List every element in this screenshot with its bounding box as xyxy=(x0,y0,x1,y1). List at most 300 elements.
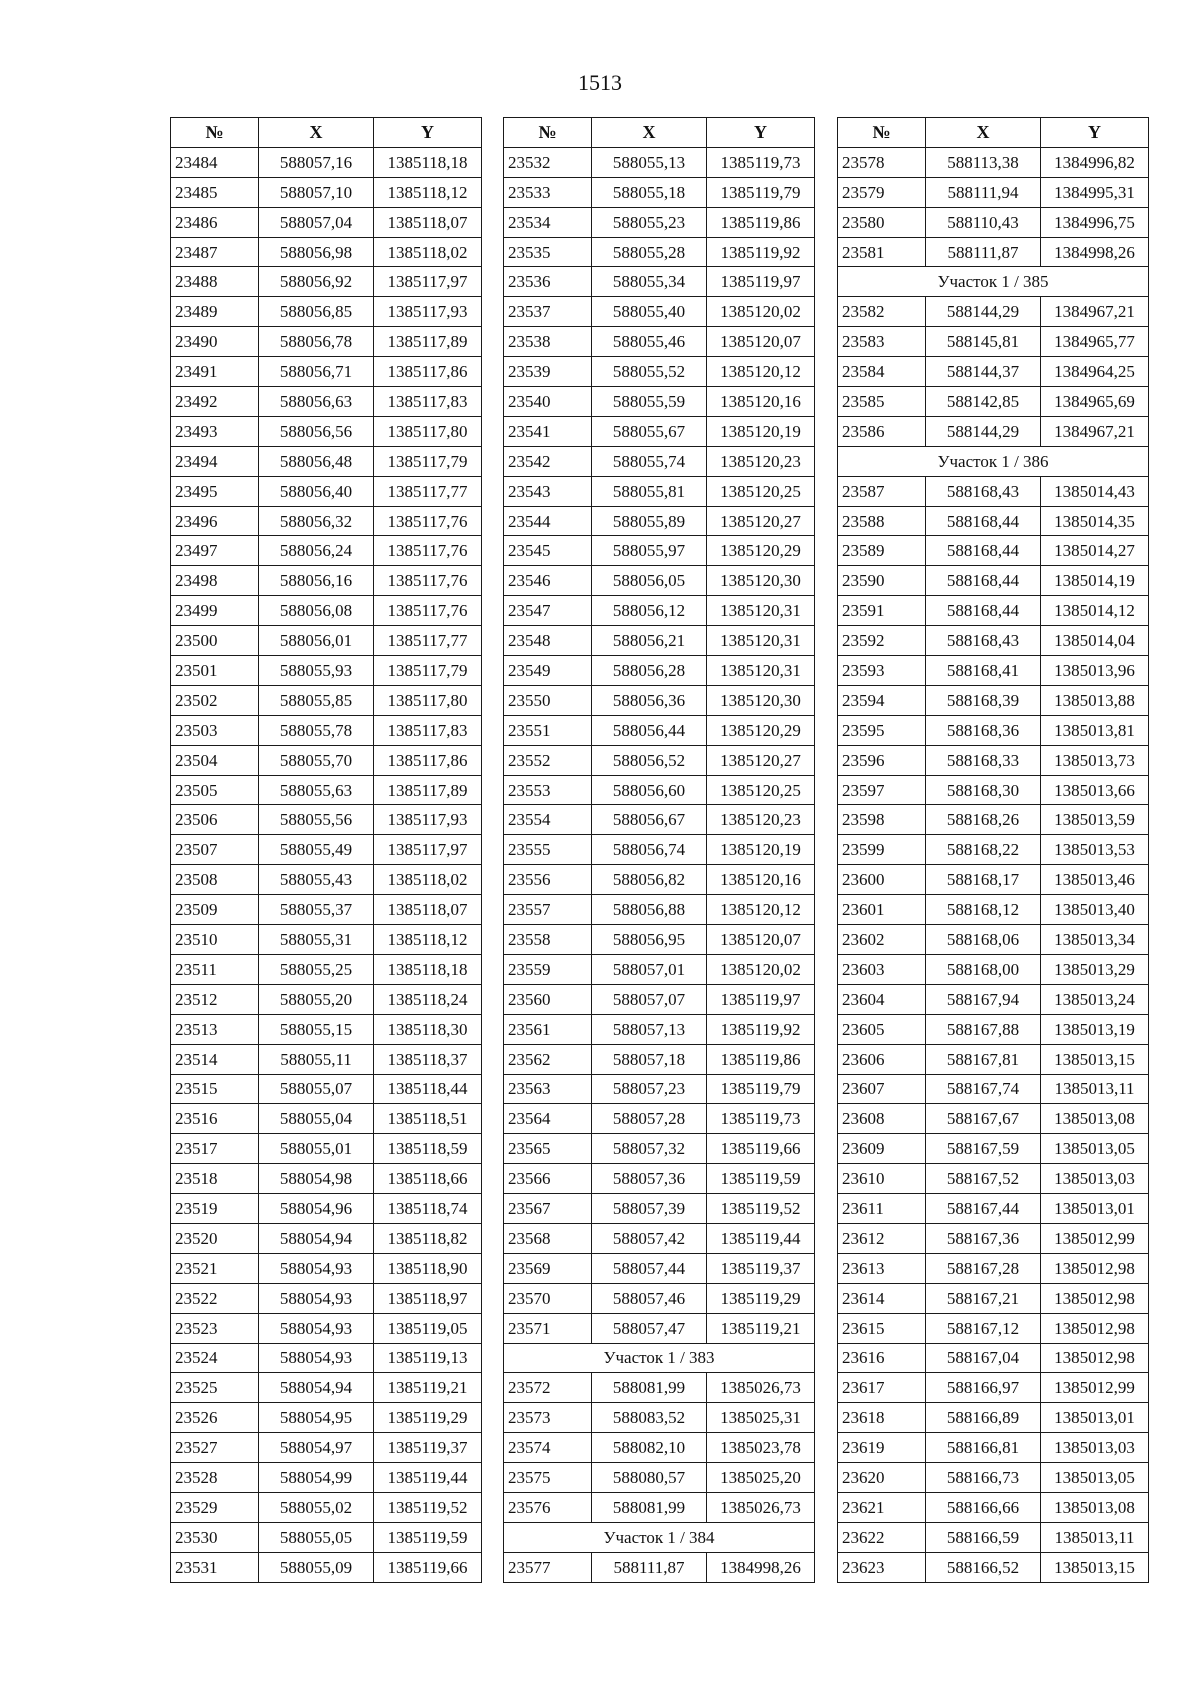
y-coordinate-cell: 1385013,05 xyxy=(1041,1134,1149,1164)
point-number-cell: 23622 xyxy=(838,1522,926,1552)
y-coordinate-cell: 1384996,75 xyxy=(1041,207,1149,237)
x-coordinate-cell: 588056,48 xyxy=(259,446,374,476)
y-coordinate-cell: 1385013,88 xyxy=(1041,685,1149,715)
x-coordinate-cell: 588168,22 xyxy=(926,835,1041,865)
table-row xyxy=(504,446,815,476)
point-number-cell: 23529 xyxy=(171,1492,259,1522)
table-row xyxy=(171,566,482,596)
x-coordinate-cell: 588055,85 xyxy=(259,685,374,715)
y-coordinate-cell: 1385118,37 xyxy=(374,1044,482,1074)
y-coordinate-cell: 1385120,30 xyxy=(707,566,815,596)
y-coordinate-cell: 1385119,21 xyxy=(374,1373,482,1403)
y-coordinate-cell: 1385118,18 xyxy=(374,954,482,984)
y-coordinate-cell: 1385119,37 xyxy=(707,1253,815,1283)
x-coordinate-cell: 588168,44 xyxy=(926,596,1041,626)
y-coordinate-cell: 1385120,07 xyxy=(707,327,815,357)
y-coordinate-cell: 1385118,82 xyxy=(374,1223,482,1253)
x-coordinate-cell: 588057,47 xyxy=(592,1313,707,1343)
table-row xyxy=(504,1044,815,1074)
table-row xyxy=(504,775,815,805)
table-row xyxy=(838,237,1149,267)
table-row xyxy=(504,327,815,357)
x-coordinate-cell: 588166,66 xyxy=(926,1492,1041,1522)
column-header-x: X xyxy=(259,118,374,148)
x-coordinate-cell: 588168,43 xyxy=(926,626,1041,656)
y-coordinate-cell: 1385013,24 xyxy=(1041,984,1149,1014)
x-coordinate-cell: 588111,87 xyxy=(592,1552,707,1582)
y-coordinate-cell: 1385119,86 xyxy=(707,207,815,237)
x-coordinate-cell: 588056,05 xyxy=(592,566,707,596)
point-number-cell: 23486 xyxy=(171,207,259,237)
y-coordinate-cell: 1385013,15 xyxy=(1041,1552,1149,1582)
y-coordinate-cell: 1385012,99 xyxy=(1041,1223,1149,1253)
point-number-cell: 23605 xyxy=(838,1014,926,1044)
point-number-cell: 23621 xyxy=(838,1492,926,1522)
table-row xyxy=(838,1463,1149,1493)
point-number-cell: 23589 xyxy=(838,536,926,566)
table-row xyxy=(504,1373,815,1403)
y-coordinate-cell: 1384965,77 xyxy=(1041,327,1149,357)
x-coordinate-cell: 588055,40 xyxy=(592,297,707,327)
table-row xyxy=(171,805,482,835)
y-coordinate-cell: 1384967,21 xyxy=(1041,297,1149,327)
x-coordinate-cell: 588166,97 xyxy=(926,1373,1041,1403)
x-coordinate-cell: 588055,09 xyxy=(259,1552,374,1582)
y-coordinate-cell: 1385117,77 xyxy=(374,476,482,506)
table-row xyxy=(171,1463,482,1493)
x-coordinate-cell: 588166,89 xyxy=(926,1403,1041,1433)
point-number-cell: 23554 xyxy=(504,805,592,835)
table-row xyxy=(171,476,482,506)
y-coordinate-cell: 1385117,89 xyxy=(374,327,482,357)
point-number-cell: 23579 xyxy=(838,177,926,207)
y-coordinate-cell: 1385118,30 xyxy=(374,1014,482,1044)
y-coordinate-cell: 1384998,26 xyxy=(707,1552,815,1582)
table-header-row xyxy=(171,118,482,148)
table-row xyxy=(504,1403,815,1433)
point-number-cell: 23599 xyxy=(838,835,926,865)
x-coordinate-cell: 588055,93 xyxy=(259,656,374,686)
point-number-cell: 23593 xyxy=(838,656,926,686)
y-coordinate-cell: 1385117,79 xyxy=(374,446,482,476)
point-number-cell: 23515 xyxy=(171,1074,259,1104)
x-coordinate-cell: 588057,10 xyxy=(259,177,374,207)
y-coordinate-cell: 1385120,25 xyxy=(707,775,815,805)
point-number-cell: 23536 xyxy=(504,267,592,297)
point-number-cell: 23490 xyxy=(171,327,259,357)
y-coordinate-cell: 1385012,98 xyxy=(1041,1313,1149,1343)
y-coordinate-cell: 1385120,31 xyxy=(707,596,815,626)
point-number-cell: 23614 xyxy=(838,1283,926,1313)
y-coordinate-cell: 1384996,82 xyxy=(1041,147,1149,177)
x-coordinate-cell: 588056,01 xyxy=(259,626,374,656)
table-row xyxy=(838,1343,1149,1373)
table-row xyxy=(838,984,1149,1014)
y-coordinate-cell: 1385119,79 xyxy=(707,177,815,207)
table-row xyxy=(171,1134,482,1164)
table-row xyxy=(504,357,815,387)
table-row xyxy=(504,925,815,955)
x-coordinate-cell: 588054,99 xyxy=(259,1463,374,1493)
table-row xyxy=(171,1433,482,1463)
point-number-cell: 23583 xyxy=(838,327,926,357)
point-number-cell: 23498 xyxy=(171,566,259,596)
table-row xyxy=(838,476,1149,506)
table-row xyxy=(838,1014,1149,1044)
y-coordinate-cell: 1385120,19 xyxy=(707,416,815,446)
point-number-cell: 23573 xyxy=(504,1403,592,1433)
x-coordinate-cell: 588168,43 xyxy=(926,476,1041,506)
y-coordinate-cell: 1385120,23 xyxy=(707,446,815,476)
y-coordinate-cell: 1385013,01 xyxy=(1041,1194,1149,1224)
y-coordinate-cell: 1385119,44 xyxy=(374,1463,482,1493)
table-row xyxy=(171,327,482,357)
x-coordinate-cell: 588166,73 xyxy=(926,1463,1041,1493)
x-coordinate-cell: 588055,13 xyxy=(592,147,707,177)
x-coordinate-cell: 588057,16 xyxy=(259,147,374,177)
x-coordinate-cell: 588144,29 xyxy=(926,297,1041,327)
table-row xyxy=(171,685,482,715)
table-row xyxy=(171,1044,482,1074)
x-coordinate-cell: 588168,30 xyxy=(926,775,1041,805)
table-row xyxy=(171,835,482,865)
y-coordinate-cell: 1385014,43 xyxy=(1041,476,1149,506)
y-coordinate-cell: 1385117,76 xyxy=(374,536,482,566)
x-coordinate-cell: 588055,56 xyxy=(259,805,374,835)
section-row xyxy=(504,1522,815,1552)
table-row xyxy=(171,596,482,626)
x-coordinate-cell: 588056,98 xyxy=(259,237,374,267)
y-coordinate-cell: 1385117,76 xyxy=(374,566,482,596)
point-number-cell: 23564 xyxy=(504,1104,592,1134)
point-number-cell: 23619 xyxy=(838,1433,926,1463)
table-row xyxy=(171,1194,482,1224)
y-coordinate-cell: 1385119,97 xyxy=(707,984,815,1014)
y-coordinate-cell: 1385013,96 xyxy=(1041,656,1149,686)
section-row xyxy=(838,267,1149,297)
point-number-cell: 23509 xyxy=(171,895,259,925)
x-coordinate-cell: 588167,36 xyxy=(926,1223,1041,1253)
y-coordinate-cell: 1385119,52 xyxy=(374,1492,482,1522)
table-row xyxy=(171,446,482,476)
table-row xyxy=(504,1194,815,1224)
point-number-cell: 23561 xyxy=(504,1014,592,1044)
section-row xyxy=(504,1343,815,1373)
y-coordinate-cell: 1385118,74 xyxy=(374,1194,482,1224)
x-coordinate-cell: 588056,16 xyxy=(259,566,374,596)
point-number-cell: 23613 xyxy=(838,1253,926,1283)
table-row xyxy=(504,566,815,596)
x-coordinate-cell: 588057,01 xyxy=(592,954,707,984)
table-row xyxy=(171,1014,482,1044)
x-coordinate-cell: 588055,59 xyxy=(592,387,707,417)
point-number-cell: 23550 xyxy=(504,685,592,715)
point-number-cell: 23504 xyxy=(171,745,259,775)
x-coordinate-cell: 588057,32 xyxy=(592,1134,707,1164)
table-row xyxy=(171,925,482,955)
point-number-cell: 23489 xyxy=(171,297,259,327)
x-coordinate-cell: 588055,15 xyxy=(259,1014,374,1044)
x-coordinate-cell: 588168,00 xyxy=(926,954,1041,984)
y-coordinate-cell: 1385026,73 xyxy=(707,1492,815,1522)
point-number-cell: 23524 xyxy=(171,1343,259,1373)
table-row xyxy=(838,387,1149,417)
point-number-cell: 23609 xyxy=(838,1134,926,1164)
y-coordinate-cell: 1385120,12 xyxy=(707,357,815,387)
y-coordinate-cell: 1385119,92 xyxy=(707,1014,815,1044)
x-coordinate-cell: 588055,97 xyxy=(592,536,707,566)
table-row xyxy=(171,357,482,387)
x-coordinate-cell: 588056,74 xyxy=(592,835,707,865)
point-number-cell: 23568 xyxy=(504,1223,592,1253)
x-coordinate-cell: 588056,60 xyxy=(592,775,707,805)
table-row xyxy=(504,1014,815,1044)
x-coordinate-cell: 588142,85 xyxy=(926,387,1041,417)
x-coordinate-cell: 588167,12 xyxy=(926,1313,1041,1343)
x-coordinate-cell: 588056,44 xyxy=(592,715,707,745)
table-row xyxy=(504,237,815,267)
table-row xyxy=(504,715,815,745)
table-row xyxy=(838,715,1149,745)
y-coordinate-cell: 1385119,79 xyxy=(707,1074,815,1104)
x-coordinate-cell: 588055,31 xyxy=(259,925,374,955)
y-coordinate-cell: 1385118,07 xyxy=(374,895,482,925)
table-row xyxy=(171,177,482,207)
table-row xyxy=(504,387,815,417)
point-number-cell: 23484 xyxy=(171,147,259,177)
table-row xyxy=(171,1373,482,1403)
table-row xyxy=(504,267,815,297)
point-number-cell: 23513 xyxy=(171,1014,259,1044)
x-coordinate-cell: 588054,95 xyxy=(259,1403,374,1433)
x-coordinate-cell: 588056,78 xyxy=(259,327,374,357)
y-coordinate-cell: 1385119,37 xyxy=(374,1433,482,1463)
point-number-cell: 23548 xyxy=(504,626,592,656)
section-label: Участок 1 / 383 xyxy=(504,1343,815,1373)
y-coordinate-cell: 1385013,81 xyxy=(1041,715,1149,745)
x-coordinate-cell: 588055,67 xyxy=(592,416,707,446)
y-coordinate-cell: 1385013,03 xyxy=(1041,1164,1149,1194)
table-row xyxy=(504,177,815,207)
y-coordinate-cell: 1385117,86 xyxy=(374,357,482,387)
x-coordinate-cell: 588080,57 xyxy=(592,1463,707,1493)
point-number-cell: 23510 xyxy=(171,925,259,955)
x-coordinate-cell: 588144,37 xyxy=(926,357,1041,387)
x-coordinate-cell: 588168,12 xyxy=(926,895,1041,925)
y-coordinate-cell: 1385119,29 xyxy=(707,1283,815,1313)
y-coordinate-cell: 1385014,12 xyxy=(1041,596,1149,626)
table-row xyxy=(171,147,482,177)
y-coordinate-cell: 1385012,98 xyxy=(1041,1343,1149,1373)
point-number-cell: 23618 xyxy=(838,1403,926,1433)
y-coordinate-cell: 1385120,25 xyxy=(707,476,815,506)
y-coordinate-cell: 1385025,31 xyxy=(707,1403,815,1433)
point-number-cell: 23572 xyxy=(504,1373,592,1403)
point-number-cell: 23540 xyxy=(504,387,592,417)
x-coordinate-cell: 588056,52 xyxy=(592,745,707,775)
x-coordinate-cell: 588056,24 xyxy=(259,536,374,566)
table-row xyxy=(171,416,482,446)
point-number-cell: 23492 xyxy=(171,387,259,417)
table-row xyxy=(838,1552,1149,1582)
coordinate-table-2 xyxy=(503,117,815,1583)
y-coordinate-cell: 1385013,15 xyxy=(1041,1044,1149,1074)
y-coordinate-cell: 1385118,97 xyxy=(374,1283,482,1313)
x-coordinate-cell: 588167,44 xyxy=(926,1194,1041,1224)
x-coordinate-cell: 588055,02 xyxy=(259,1492,374,1522)
table-row xyxy=(838,954,1149,984)
point-number-cell: 23584 xyxy=(838,357,926,387)
x-coordinate-cell: 588055,63 xyxy=(259,775,374,805)
x-coordinate-cell: 588054,93 xyxy=(259,1253,374,1283)
x-coordinate-cell: 588083,52 xyxy=(592,1403,707,1433)
x-coordinate-cell: 588055,43 xyxy=(259,865,374,895)
table-header-row xyxy=(504,118,815,148)
x-coordinate-cell: 588167,21 xyxy=(926,1283,1041,1313)
y-coordinate-cell: 1385013,29 xyxy=(1041,954,1149,984)
y-coordinate-cell: 1385117,80 xyxy=(374,416,482,446)
table-row xyxy=(504,207,815,237)
table-row xyxy=(838,865,1149,895)
x-coordinate-cell: 588166,81 xyxy=(926,1433,1041,1463)
y-coordinate-cell: 1385120,16 xyxy=(707,387,815,417)
table-row xyxy=(171,1313,482,1343)
column-header-x: X xyxy=(926,118,1041,148)
y-coordinate-cell: 1385120,29 xyxy=(707,715,815,745)
point-number-cell: 23552 xyxy=(504,745,592,775)
x-coordinate-cell: 588168,41 xyxy=(926,656,1041,686)
point-number-cell: 23623 xyxy=(838,1552,926,1582)
x-coordinate-cell: 588056,67 xyxy=(592,805,707,835)
y-coordinate-cell: 1384964,25 xyxy=(1041,357,1149,387)
point-number-cell: 23591 xyxy=(838,596,926,626)
table-row xyxy=(838,835,1149,865)
table-row xyxy=(838,1433,1149,1463)
table-row xyxy=(838,1522,1149,1552)
column-header-y: Y xyxy=(374,118,482,148)
x-coordinate-cell: 588057,36 xyxy=(592,1164,707,1194)
x-coordinate-cell: 588113,38 xyxy=(926,147,1041,177)
point-number-cell: 23495 xyxy=(171,476,259,506)
table-row xyxy=(171,1283,482,1313)
y-coordinate-cell: 1385119,29 xyxy=(374,1403,482,1433)
x-coordinate-cell: 588144,29 xyxy=(926,416,1041,446)
table-row xyxy=(504,1253,815,1283)
y-coordinate-cell: 1385119,21 xyxy=(707,1313,815,1343)
table-row xyxy=(171,1104,482,1134)
table-row xyxy=(504,416,815,446)
x-coordinate-cell: 588168,44 xyxy=(926,506,1041,536)
x-coordinate-cell: 588057,46 xyxy=(592,1283,707,1313)
table-header-row xyxy=(838,118,1149,148)
y-coordinate-cell: 1385117,93 xyxy=(374,805,482,835)
table-row xyxy=(838,1044,1149,1074)
column-header-x: X xyxy=(592,118,707,148)
table-row xyxy=(838,1074,1149,1104)
table-row xyxy=(504,656,815,686)
point-number-cell: 23530 xyxy=(171,1522,259,1552)
x-coordinate-cell: 588168,44 xyxy=(926,536,1041,566)
section-label: Участок 1 / 386 xyxy=(838,446,1149,476)
y-coordinate-cell: 1385118,24 xyxy=(374,984,482,1014)
table-row xyxy=(504,835,815,865)
y-coordinate-cell: 1385119,97 xyxy=(707,267,815,297)
table-row xyxy=(171,984,482,1014)
table-row xyxy=(171,1343,482,1373)
point-number-cell: 23575 xyxy=(504,1463,592,1493)
y-coordinate-cell: 1385120,19 xyxy=(707,835,815,865)
y-coordinate-cell: 1385013,11 xyxy=(1041,1074,1149,1104)
table-row xyxy=(171,267,482,297)
point-number-cell: 23523 xyxy=(171,1313,259,1343)
point-number-cell: 23594 xyxy=(838,685,926,715)
x-coordinate-cell: 588167,88 xyxy=(926,1014,1041,1044)
column-header-number: № xyxy=(504,118,592,148)
y-coordinate-cell: 1384967,21 xyxy=(1041,416,1149,446)
point-number-cell: 23576 xyxy=(504,1492,592,1522)
table-row xyxy=(838,357,1149,387)
x-coordinate-cell: 588056,63 xyxy=(259,387,374,417)
column-header-y: Y xyxy=(707,118,815,148)
y-coordinate-cell: 1385118,02 xyxy=(374,237,482,267)
y-coordinate-cell: 1385117,86 xyxy=(374,745,482,775)
point-number-cell: 23590 xyxy=(838,566,926,596)
y-coordinate-cell: 1385012,98 xyxy=(1041,1283,1149,1313)
y-coordinate-cell: 1385117,80 xyxy=(374,685,482,715)
table-row xyxy=(838,745,1149,775)
point-number-cell: 23547 xyxy=(504,596,592,626)
point-number-cell: 23502 xyxy=(171,685,259,715)
table-row xyxy=(838,1373,1149,1403)
point-number-cell: 23582 xyxy=(838,297,926,327)
x-coordinate-cell: 588055,34 xyxy=(592,267,707,297)
point-number-cell: 23602 xyxy=(838,925,926,955)
point-number-cell: 23491 xyxy=(171,357,259,387)
point-number-cell: 23571 xyxy=(504,1313,592,1343)
point-number-cell: 23542 xyxy=(504,446,592,476)
table-row xyxy=(171,1253,482,1283)
point-number-cell: 23497 xyxy=(171,536,259,566)
x-coordinate-cell: 588055,04 xyxy=(259,1104,374,1134)
table-row xyxy=(171,207,482,237)
point-number-cell: 23559 xyxy=(504,954,592,984)
x-coordinate-cell: 588056,36 xyxy=(592,685,707,715)
x-coordinate-cell: 588081,99 xyxy=(592,1373,707,1403)
x-coordinate-cell: 588111,87 xyxy=(926,237,1041,267)
y-coordinate-cell: 1385013,08 xyxy=(1041,1492,1149,1522)
table-row xyxy=(504,297,815,327)
point-number-cell: 23488 xyxy=(171,267,259,297)
table-row xyxy=(171,626,482,656)
y-coordinate-cell: 1385119,13 xyxy=(374,1343,482,1373)
y-coordinate-cell: 1385117,93 xyxy=(374,297,482,327)
point-number-cell: 23600 xyxy=(838,865,926,895)
point-number-cell: 23493 xyxy=(171,416,259,446)
y-coordinate-cell: 1385119,73 xyxy=(707,1104,815,1134)
x-coordinate-cell: 588167,74 xyxy=(926,1074,1041,1104)
point-number-cell: 23560 xyxy=(504,984,592,1014)
table-row xyxy=(838,1403,1149,1433)
coordinate-table-1 xyxy=(170,117,482,1583)
point-number-cell: 23598 xyxy=(838,805,926,835)
point-number-cell: 23566 xyxy=(504,1164,592,1194)
x-coordinate-cell: 588110,43 xyxy=(926,207,1041,237)
x-coordinate-cell: 588057,23 xyxy=(592,1074,707,1104)
x-coordinate-cell: 588056,88 xyxy=(592,895,707,925)
y-coordinate-cell: 1385013,19 xyxy=(1041,1014,1149,1044)
point-number-cell: 23508 xyxy=(171,865,259,895)
point-number-cell: 23537 xyxy=(504,297,592,327)
